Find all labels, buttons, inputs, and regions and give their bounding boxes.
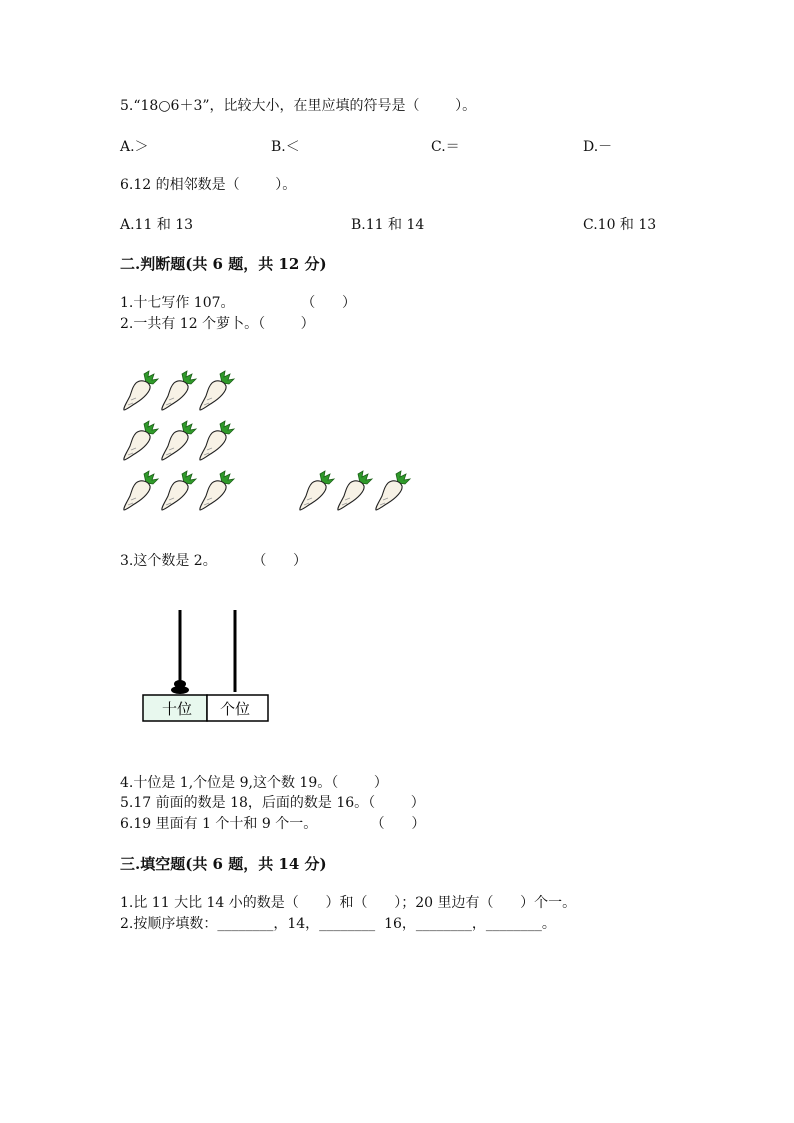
judge-question-5: 5.17 前面的数是 18，后面的数是 16。（ ） (120, 795, 425, 811)
section-2-heading: 二.判断题(共 6 题，共 12 分) (120, 255, 327, 273)
carrot-icon (162, 421, 196, 460)
carrot-icon (376, 471, 410, 510)
q5-option-a: A.＞ (120, 139, 149, 155)
fill-question-2: 2.按顺序填数：________，14，________ 16，________，________。 (120, 916, 556, 932)
q6-option-b: B.11 和 14 (351, 217, 425, 233)
question-6-text: 6.12 的相邻数是（ ）。 (120, 177, 297, 193)
carrot-icon (300, 471, 334, 510)
fill-question-1: 1.比 11 大比 14 小的数是（ ）和（ ）；20 里边有（ ）个一。 (120, 895, 577, 911)
abacus-bead (171, 686, 189, 694)
ones-place-label: 个位 (219, 700, 251, 718)
q5-option-d: D.－ (583, 139, 613, 155)
carrot-icon (162, 471, 196, 510)
carrot-icon (124, 371, 158, 410)
carrots-illustration (118, 366, 428, 516)
q5-option-b: B.＜ (271, 139, 300, 155)
carrot-icon (162, 371, 196, 410)
abacus-illustration (138, 606, 278, 728)
carrot-icon (200, 421, 234, 460)
q6-option-c: C.10 和 13 (583, 217, 657, 233)
q5-option-c: C.＝ (431, 139, 460, 155)
carrot-icon (124, 421, 158, 460)
carrot-icon (124, 471, 158, 510)
judge-question-6: 6.19 里面有 1 个十和 9 个一。 （ ） (120, 816, 426, 832)
carrot-icon (200, 471, 234, 510)
judge-question-4: 4.十位是 1,个位是 9,这个数 19。（ ） (120, 775, 388, 791)
q6-option-a: A.11 和 13 (120, 217, 194, 233)
carrot-icon (200, 371, 234, 410)
question-5-text: 5.“18○6＋3”，比较大小，在里应填的符号是（ ）。 (120, 98, 477, 114)
section-3-heading: 三.填空题(共 6 题，共 14 分) (120, 855, 327, 873)
tens-place-label: 十位 (161, 700, 193, 718)
judge-question-1: 1.十七写作 107。 （ ） (120, 295, 356, 311)
judge-question-3: 3.这个数是 2。 （ ） (120, 553, 308, 569)
carrot-icon (338, 471, 372, 510)
judge-question-2: 2.一共有 12 个萝卜。（ ） (120, 316, 315, 332)
